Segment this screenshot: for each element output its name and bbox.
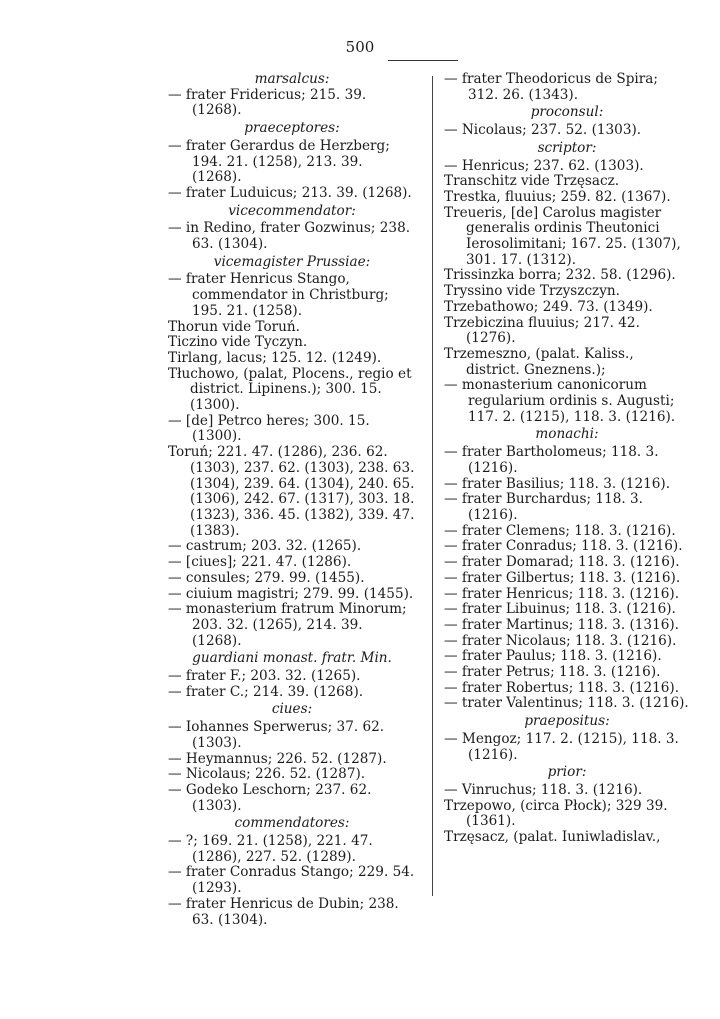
place-entry: Trzepowo, (circa Płock); 329 39. (1361). [444,797,668,830]
sub-entry: — Iohannes Sperwerus; 37. 62. (1303). [168,719,385,751]
right-column [444,72,690,846]
section-heading: scriptor: [537,139,597,156]
sub-entry: — Heymannus; 226. 52. (1287). [168,750,387,767]
section-heading: vicecommendator: [228,202,356,219]
sub-entry: — frater Conradus Stango; 229. 54. (1293). [168,864,415,897]
place-entry: Trissinzka borra; 232. 58. (1296). [444,267,676,284]
place-entry: Trestka, fluuius; 259. 82. (1367). [444,188,671,205]
sub-entry: — frater F.; 203. 32. (1265). [168,668,361,685]
place-entry: Tirlang, lacus; 125. 12. (1249). [168,349,382,366]
sub-entry: — Godeko Leschorn; 237. 62. (1303). [168,781,372,814]
place-entry: Trzebiczina fluuius; 217. 42. (1276). [444,314,640,347]
place-entry: Trzęsacz, (palat. Iuniwladislav., [444,829,661,846]
sub-entry: — frater Henricus Stango, commendator in Christburg; 195. 21. (1258). [168,271,389,319]
sub-entry: — frater Luduicus; 213. 39. (1268). [168,184,412,201]
place-entry: Trzebathowo; 249. 73. (1349). [444,298,653,315]
sub-entry: — frater Clemens; 118. 3. (1216). [444,522,676,539]
sub-entry: — Vinruchus; 118. 3. (1216). [444,781,643,798]
sub-entry: — frater Henricus de Dubin; 238. 63. (1304). [168,895,399,928]
sub-entry: — in Redino, frater Gozwinus; 238. 63. (1304). [168,220,411,253]
sub-entry: — [ciues]; 221. 47. (1286). [168,554,352,571]
sub-entry: — frater Fridericus; 215. 39. (1268). [168,86,367,119]
sub-entry: — ciuium magistri; 279. 99. (1455). [168,585,414,602]
section-heading: ciues: [271,701,313,718]
sub-entry: — monasterium canonicorum regularium ordinis s. Augusti; 117. 2. (1215), 118. 3. (1216). [444,377,676,425]
sub-entry: — frater C.; 214. 39. (1268). [168,683,364,700]
section-heading: prior: [547,764,587,781]
sub-entry: — frater Burchardus; 118. 3. (1216). [444,491,643,523]
sub-entry: — castrum; 203. 32. (1265). [168,538,362,555]
header-rule [388,60,458,61]
sub-entry: — frater Basilius; 118. 3. (1216). [444,475,671,492]
place-entry: Thorun vide Toruń. [168,318,300,335]
sub-entry: — Henricus; 237. 62. (1303). [444,157,644,174]
sub-entry: — frater Nicolaus; 118. 3. (1216). [444,632,677,649]
left-column [168,72,416,928]
section-heading: guardiani monast. fratr. Min. [192,650,392,667]
section-heading: monachi: [535,426,599,443]
page-number: 500 [345,38,375,56]
sub-entry: — frater Theodoricus de Spira; 312. 26. (1343). [444,71,658,103]
sub-entry: — ?; 169. 21. (1258), 221. 47. (1286), 227. 52. (1289). [168,833,373,865]
place-entry: Transchitz vide Trzęsacz. [444,173,620,190]
sub-entry: — frater Petrus; 118. 3. (1216). [444,664,661,681]
place-entry: Trzemeszno, (palat. Kaliss., district. Gneznens.); [444,345,634,378]
section-heading: vicemagister Prussiae: [213,253,371,270]
sub-entry: — monasterium fratrum Minorum; 203. 32. (1265), 214. 39. (1268). [168,601,407,649]
section-heading: proconsul: [530,104,604,121]
sub-entry: — [de] Petrco heres; 300. 15. (1300). [168,412,370,445]
sub-entry: — Nicolaus; 226. 52. (1287). [168,766,366,783]
section-heading: praeceptores: [244,120,340,137]
sub-entry: — frater Bartholomeus; 118. 3. (1216). [444,444,659,476]
sub-entry: — frater Libuinus; 118. 3. (1216). [444,601,676,618]
sub-entry: — frater Paulus; 118. 3. (1216). [444,648,662,665]
sub-entry: — frater Gilbertus; 118. 3. (1216). [444,569,681,586]
place-entry: Tryssino vide Trzyszczyn. [444,283,620,300]
place-entry: Ticzino vide Tyczyn. [168,334,308,351]
sub-entry: — frater Martinus; 118. 3. (1316). [444,616,679,633]
place-entry: Treueris, [de] Carolus magister generalis ordinis Theutonici Ierosolimitani; 167. 25. (1307), 301. 17. (1312). [444,204,681,268]
sub-entry: — consules; 279. 99. (1455). [168,569,365,586]
sub-entry: — Nicolaus; 237. 52. (1303). [444,122,642,139]
place-entry: Toruń; 221. 47. (1286), 236. 62. (1303), 237. 62. (1303), 238. 63. (1304), 239. 64. (1304), 240. 65. (1306), 242. 67. (1317), 303. 18. (1323), 336. 45. (1382), 339. 47. (1383). [168,444,415,539]
sub-entry: — trater Valentinus; 118. 3. (1216). [444,695,689,712]
section-heading: marsalcus: [254,71,330,87]
section-heading: praepositus: [524,713,610,730]
place-entry: Tłuchowo, (palat, Plocens., regio et district. Lipinens.); 300. 15. (1300). [168,365,412,414]
section-heading: commendatores: [234,815,350,832]
sub-entry: — Mengoz; 117. 2. (1215), 118. 3. (1216). [444,730,679,763]
sub-entry: — frater Domarad; 118. 3. (1216). [444,554,680,571]
column-divider [432,76,433,896]
sub-entry: — frater Henricus; 118. 3. (1216). [444,585,680,602]
sub-entry: — frater Robertus; 118. 3. (1216). [444,679,680,696]
sub-entry: — frater Conradus; 118. 3. (1216). [444,538,683,555]
sub-entry: — frater Gerardus de Herzberg; 194. 21. (1258), 213. 39. (1268). [168,137,390,186]
